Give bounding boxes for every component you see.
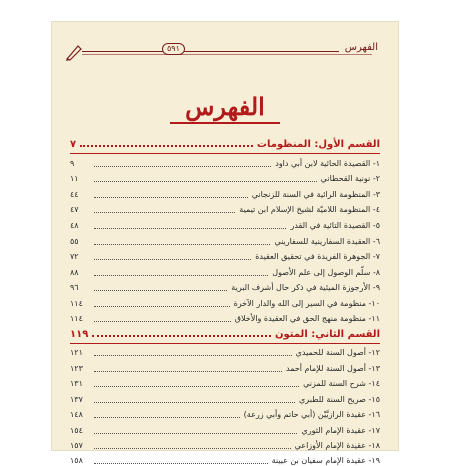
dot-leader [94, 228, 286, 229]
dot-leader [94, 402, 295, 403]
entry-title: ١٩- عقيدة الإمام سفيان بن عيينة [271, 456, 380, 465]
entry-page: ١٥٤ [70, 426, 83, 435]
quill-pen-icon [64, 42, 84, 62]
toc-entry[interactable] [70, 408, 380, 420]
dot-leader [94, 181, 317, 182]
section-title: القسم الأول: المنظومات [256, 139, 380, 150]
section-rule [70, 153, 380, 154]
entry-title: ٧- الجوهرة الفريدة في تحقيق العقيدة [255, 252, 380, 261]
entry-title: ١٨- عقيدة الإمام الأوزاعي [294, 441, 380, 450]
entry-title: ٣- المنظومة الرائية في السنة للزنجاني [251, 190, 380, 199]
toc-entry[interactable] [70, 454, 380, 466]
dot-leader [94, 212, 235, 213]
entry-page: ٤٧ [70, 205, 79, 214]
entry-page: ١٥٨ [70, 456, 83, 465]
section-page: ٧ [70, 139, 77, 150]
entry-page: ٨٨ [70, 268, 79, 277]
dot-leader [94, 244, 270, 245]
entry-title: ١- القصيدة الحائية لابن أبي داود [275, 159, 380, 168]
dot-leader [94, 417, 240, 418]
entry-title: ١٠- منظومة في السير إلى الله والدار الآخرة [233, 299, 380, 308]
dot-leader [94, 386, 299, 387]
toc-entry[interactable] [70, 424, 380, 436]
book-page [52, 22, 398, 465]
entry-title: ٢- نونية القحطاني [320, 174, 380, 183]
entry-page: ٧٢ [70, 252, 79, 261]
entry-title: ١٤- شرح السنة للمزني [303, 379, 380, 388]
entry-title: ٤- المنظومة اللاميّة لشيخ الإسلام ابن تيمية [239, 205, 380, 214]
entry-page: ١١٤ [70, 299, 83, 308]
toc-entry[interactable] [70, 219, 380, 231]
entry-title: ١٢- أصول السنة للحميدي [295, 348, 380, 357]
entry-title: ٥- القصيدة التائية في القدر [290, 221, 380, 230]
toc-entry[interactable] [70, 393, 380, 405]
dot-leader [94, 259, 251, 260]
dot-leader [94, 197, 248, 198]
section-rule [70, 343, 380, 344]
dot-leader [94, 463, 268, 464]
dot-leader [94, 355, 292, 356]
entry-page: ٩ [70, 159, 75, 168]
header-rule [82, 51, 372, 52]
entry-page: ١١٤ [70, 314, 83, 323]
entry-page: ١٣١ [70, 379, 83, 388]
toc-entry[interactable] [70, 172, 380, 184]
section-title: القسم الثاني: المتون [274, 329, 380, 340]
section-header-1[interactable] [70, 134, 380, 150]
dot-leader [94, 321, 231, 322]
entry-title: ١٥- صريح السنة للطبري [299, 395, 380, 404]
toc-entry[interactable] [70, 297, 380, 309]
entry-title: ١٦- عقيدة الرازيَّيْن (أبي حاتم وأبي زرعة) [243, 410, 380, 419]
dot-leader [94, 433, 297, 434]
entry-title: ٨- سلّم الوصول إلى علم الأصول [272, 268, 380, 277]
entry-page: ١٢٣ [70, 364, 83, 373]
dot-leader [94, 290, 227, 291]
entry-title: ٦- العقيدة السفارينية للسفاريني [274, 237, 380, 246]
toc-entry[interactable] [70, 250, 380, 262]
entry-title: ١٧- عقيدة الإمام الثوري [301, 426, 380, 435]
page-title: الفهرس [185, 92, 265, 121]
entry-title: ١٣- أصول السنة للإمام أحمد [286, 364, 380, 373]
toc-entry[interactable] [70, 312, 380, 324]
entry-page: ٤٨ [70, 221, 79, 230]
entry-title: ٩- الأرجوزة الميئية في ذكر حال أشرف البرية [231, 283, 380, 292]
toc-entry[interactable] [70, 362, 380, 374]
toc-entry[interactable] [70, 377, 380, 389]
entry-page: ١٤٨ [70, 410, 83, 419]
toc-entry[interactable] [70, 281, 380, 293]
toc-entry[interactable] [70, 235, 380, 247]
entry-page: ٩٦ [70, 283, 79, 292]
section-header-2[interactable] [70, 324, 380, 340]
entry-title: ١١- منظومة منهج الحق في العقيدة والأخلاق [234, 314, 380, 323]
entry-page: ١٣٧ [70, 395, 83, 404]
title-underline [170, 122, 280, 124]
toc-entry[interactable] [70, 439, 380, 451]
entry-page: ١١ [70, 174, 79, 183]
dot-leader [94, 306, 230, 307]
header-page-number: ٥٩١ [162, 43, 185, 55]
header-rule-secondary [82, 54, 372, 55]
dot-leader [92, 335, 271, 337]
dot-leader [94, 448, 291, 449]
toc-entry[interactable] [70, 266, 380, 278]
entry-page: ٥٥ [70, 237, 79, 246]
dot-leader [94, 166, 271, 167]
dot-leader [80, 145, 253, 147]
dot-leader [94, 371, 282, 372]
header-title: الفهرس [339, 42, 384, 53]
toc-entry[interactable] [70, 188, 380, 200]
running-header [70, 40, 384, 62]
toc-entry[interactable] [70, 203, 380, 215]
entry-page: ١٥٧ [70, 441, 83, 450]
section-page: ١١٩ [70, 329, 89, 340]
entry-page: ١٢١ [70, 348, 83, 357]
entry-page: ٤٤ [70, 190, 79, 199]
toc-entry[interactable] [70, 157, 380, 169]
dot-leader [94, 275, 268, 276]
toc-entry[interactable] [70, 346, 380, 358]
